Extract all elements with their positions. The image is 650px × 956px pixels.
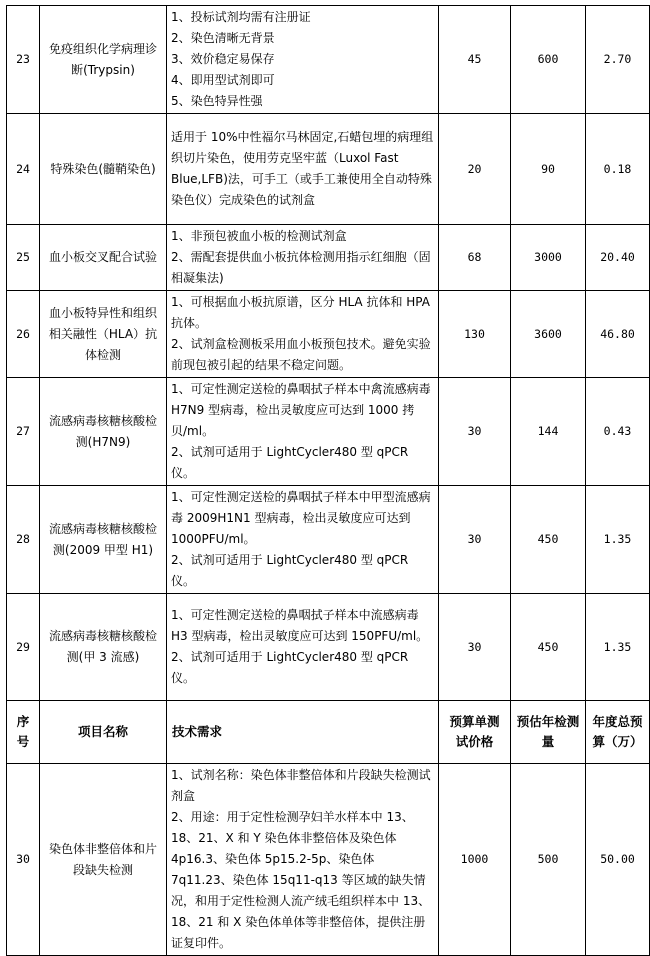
table-row [7, 764, 650, 956]
requirement-line: 2、试剂盒检测板采用血小板预包技术。避免实验前现包被引起的结果不稳定问题。 [171, 337, 431, 372]
header-seq: 序号 [7, 701, 40, 764]
cell-req [167, 486, 439, 594]
rows-before-header [7, 6, 650, 701]
cell-volume: 600 [511, 6, 586, 114]
cell-req [167, 378, 439, 486]
rows-after-header [7, 764, 650, 956]
cell-budget: 50.00 [586, 764, 650, 956]
cell-name: 血小板特异性和组织相关融性（HLA）抗体检测 [40, 291, 167, 378]
requirement-line: 适用于 10%中性福尔马林固定,石蜡包埋的病理组织切片染色，使用劳克坚牢蓝（Luxol Fast Blue,LFB)法，可手工（或手工兼使用全自动特殊染色仪）完成染色的试剂盒 [171, 130, 434, 207]
cell-seq: 25 [7, 225, 40, 291]
requirement-line: 3、效价稳定易保存 [171, 52, 275, 66]
header-row-group [7, 701, 650, 764]
table-row [7, 486, 650, 594]
table-row [7, 291, 650, 378]
cell-seq: 27 [7, 378, 40, 486]
header-price: 预算单测试价格 [439, 701, 511, 764]
table-row [7, 594, 650, 701]
cell-req [167, 594, 439, 701]
cell-price: 30 [439, 486, 511, 594]
requirement-line: 1、可根据血小板抗原谱，区分 HLA 抗体和 HPA 抗体。 [171, 295, 430, 330]
cell-name: 流感病毒核糖核酸检测(甲 3 流感) [40, 594, 167, 701]
cell-price: 68 [439, 225, 511, 291]
header-req: 技术需求 [167, 701, 439, 764]
cell-price: 20 [439, 114, 511, 225]
header-row [7, 701, 650, 764]
cell-req [167, 291, 439, 378]
requirement-line: 2、染色清晰无背景 [171, 31, 275, 45]
cell-price: 130 [439, 291, 511, 378]
cell-seq: 30 [7, 764, 40, 956]
cell-volume: 3000 [511, 225, 586, 291]
cell-name: 染色体非整倍体和片段缺失检测 [40, 764, 167, 956]
cell-volume: 450 [511, 594, 586, 701]
requirement-line: 1、非预包被血小板的检测试剂盒 [171, 229, 347, 243]
requirement-line: 1、投标试剂均需有注册证 [171, 10, 311, 24]
requirement-line: 1、可定性测定送检的鼻咽拭子样本中甲型流感病毒 2009H1N1 型病毒，检出灵敏度应可达到 1000PFU/ml。 [171, 490, 431, 546]
cell-budget: 1.35 [586, 594, 650, 701]
cell-seq: 26 [7, 291, 40, 378]
cell-name: 流感病毒核糖核酸检测(H7N9) [40, 378, 167, 486]
cell-volume: 450 [511, 486, 586, 594]
table-row [7, 225, 650, 291]
requirement-line: 1、试剂名称：染色体非整倍体和片段缺失检测试剂盒 [171, 768, 431, 803]
cell-price: 45 [439, 6, 511, 114]
cell-budget: 20.40 [586, 225, 650, 291]
requirement-line: 2、需配套提供血小板抗体检测用指示红细胞（固相凝集法) [171, 250, 431, 285]
requirement-line: 4、即用型试剂即可 [171, 73, 275, 87]
cell-name: 血小板交叉配合试验 [40, 225, 167, 291]
cell-volume: 3600 [511, 291, 586, 378]
table-row [7, 378, 650, 486]
cell-price: 30 [439, 378, 511, 486]
table-row [7, 114, 650, 225]
cell-volume: 144 [511, 378, 586, 486]
cell-seq: 29 [7, 594, 40, 701]
cell-budget: 0.43 [586, 378, 650, 486]
requirement-line: 2、试剂可适用于 LightCycler480 型 qPCR 仪。 [171, 650, 409, 685]
cell-req [167, 114, 439, 225]
cell-seq: 28 [7, 486, 40, 594]
cell-req [167, 764, 439, 956]
header-budget: 年度总预算（万） [586, 701, 650, 764]
cell-req [167, 6, 439, 114]
requirement-line: 1、可定性测定送检的鼻咽拭子样本中禽流感病毒 H7N9 型病毒，检出灵敏度应可达到 1000 拷贝/ml。 [171, 382, 431, 438]
header-name: 项目名称 [40, 701, 167, 764]
cell-price: 30 [439, 594, 511, 701]
cell-budget: 46.80 [586, 291, 650, 378]
cell-name: 特殊染色(髓鞘染色) [40, 114, 167, 225]
table-row [7, 6, 650, 114]
cell-volume: 500 [511, 764, 586, 956]
cell-budget: 2.70 [586, 6, 650, 114]
cell-seq: 23 [7, 6, 40, 114]
cell-req [167, 225, 439, 291]
requirement-line: 5、染色特异性强 [171, 94, 263, 108]
cell-price: 1000 [439, 764, 511, 956]
requirement-line: 1、可定性测定送检的鼻咽拭子样本中流感病毒 H3 型病毒，检出灵敏度应可达到 150PFU/ml。 [171, 608, 429, 643]
header-volume: 预估年检测量 [511, 701, 586, 764]
cell-budget: 0.18 [586, 114, 650, 225]
cell-volume: 90 [511, 114, 586, 225]
cell-name: 免疫组织化学病理诊断(Trypsin) [40, 6, 167, 114]
cell-seq: 24 [7, 114, 40, 225]
cell-budget: 1.35 [586, 486, 650, 594]
cell-name: 流感病毒核糖核酸检测(2009 甲型 H1) [40, 486, 167, 594]
requirement-line: 2、试剂可适用于 LightCycler480 型 qPCR 仪。 [171, 553, 409, 588]
requirement-line: 2、试剂可适用于 LightCycler480 型 qPCR 仪。 [171, 445, 409, 480]
requirement-line: 2、用途：用于定性检测孕妇羊水样本中 13、18、21、X 和 Y 染色体非整倍体及染色体 4p16.3、染色体 5p15.2-5p、染色体 7q11.23、染色体 15q11-q13 等区域的缺失情况，和用于定性检测人流产绒毛组织样本中 13、18、21 和 X 染色体单体等非整倍体，提供注册证复印件。 [171, 810, 431, 950]
requirements-table [6, 5, 650, 956]
